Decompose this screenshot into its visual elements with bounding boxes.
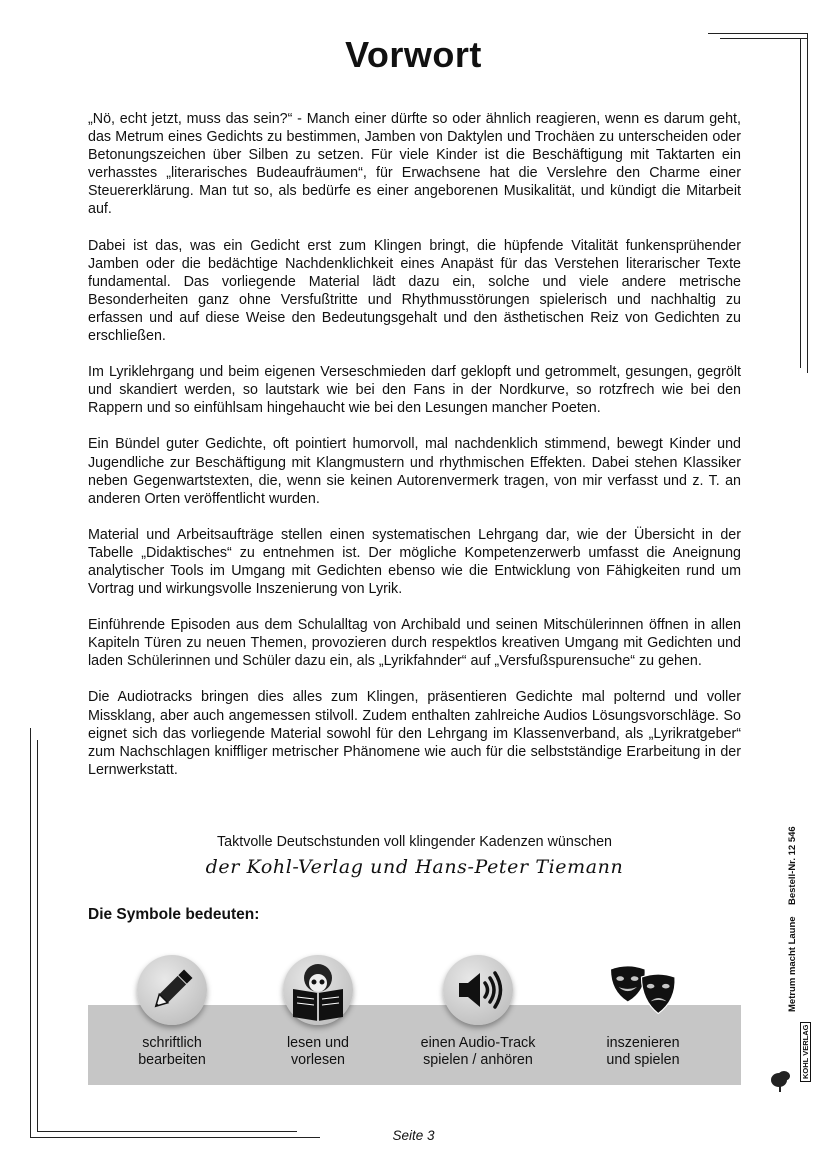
symbols-heading: Die Symbole bedeuten: [88,906,260,923]
frame-right-line [807,33,808,373]
symbol-label-line: bearbeiten [138,1052,206,1068]
page-title: Vorwort [345,34,482,75]
symbol-label-line: und spielen [606,1052,680,1068]
frame-left-line [30,728,31,1138]
paragraph: Die Audiotracks bringen dies alles zum Klingen, präsentieren Gedichte mal polternd und voller Missklang, aber auch angemessen stilvoll. Zudem enthalten zahlreiche Audios Lösungsvorschläge. So eignet sich das vorliegende Material sowohl für den Lehrgang im Klassenverband, als „Lyrikratgeber“ zum Nachschlagen kniffliger metrischer Phänomene wie auch für die selbstständige Erarbeitung in der Lernwerkstatt. [88,689,741,778]
closing-line: Taktvolle Deutschstunden voll klingender Kadenzen wünschen [216,834,612,850]
paragraph: Einführende Episoden aus dem Schulalltag von Archibald und seinen Mitschülerinnen öffnen in allen Kapiteln Türen zu neuen Themen, provozieren durch respektlos kreativen Umgang mit Gedichten und laden Schülerinnen und Schüler dazu ein, als „Lyrikfahnder“ auf „Versfußspurensuche“ zu gehen. [88,617,741,670]
symbol-label-line: vorlesen [290,1052,346,1068]
symbol-label-line: spielen / anhören [423,1052,533,1068]
paragraph: Dabei ist das, was ein Gedicht erst zum Klingen bringt, die hüpfende Vitalität funkensprühender Jamben oder die bedächtige Nachdenklichkeit eines Anapäst für das Verstehen literarischer Texte fundamental. Das vorliegende Material lädt dazu ein, solche und viele andere metrische Besonderheiten ganz ohne Versfußtritte und Rhythmusstörungen spielerisch und nachhaltig zu erfassen und auf diese Weise den Bedeutungsgehalt und den ästhetischen Reiz von Gedichten zu erschließen. [88,237,741,345]
frame-right-line-inner [800,38,801,368]
symbol-label-line: lesen und [286,1035,349,1051]
signature: der Kohl-Verlag und Hans-Peter Tiemann [205,856,624,878]
reader-icon [283,955,353,1025]
pencil-icon [137,955,207,1025]
foreword-body [88,110,741,797]
symbol-label-line: schriftlich [142,1035,202,1051]
publisher-tree-logo [770,1022,792,1099]
paragraph: Material und Arbeitsaufträge stellen einen systematischen Lehrgang dar, wie der Übersicht in der Tabelle „Didaktisches“ zu entnehmen ist. Der mögliche Kompetenzerwerb umfasst die Aneignung analytischer Tools im Umgang mit Gedichten ebenso wie die Entwicklung von Fähigkeiten rund um Vortrag und wirkungsvolle Inszenierung von Lyrik. [88,526,741,598]
symbol-perform [563,955,723,1069]
symbol-label-line: einen Audio-Track [420,1035,536,1051]
side-title: Metrum macht Laune [787,916,798,1012]
theater-masks-icon [608,955,678,1025]
page-number: Seite 3 [392,1128,435,1143]
side-order-number: Bestell-Nr. 12 546 [787,826,798,905]
frame-left-line-inner [37,740,38,1132]
symbol-label-line: inszenieren [606,1035,680,1051]
paragraph: Ein Bündel guter Gedichte, oft pointiert humorvoll, mal nachdenklich stimmend, bewegt Kinder und Jugendliche zur Beschäftigung mit Klangmustern und rhythmischen Effekten. Dabei stehen Klassiker neben Gegenwartstexten, die, wenn sie keinen Autorenvermerk tragen, von mir verfasst und z. T. an anderen Orten veröffentlicht wurden. [88,436,741,507]
paragraph: Im Lyriklehrgang und beim eigenen Verseschmieden darf geklopft und getrommelt, gesungen, gegrölt und skandiert werden, so lautstark wie bei den Fans in der Nordkurve, so rotzfrech wie bei den Rappern und so einfühlsam hingehaucht wie bei den Lesungen mancher Poeten. [88,364,741,417]
paragraph: „Nö, echt jetzt, muss das sein?“ - Manch einer dürfte so oder ähnlich reagieren, wenn es darum geht, das Metrum eines Gedichts zu bestimmen, Jamben von Daktylen und Trochäen zu unterscheiden oder Betonungszeichen über Silben zu setzen. Für viele Kinder ist die Beschäftigung mit Taktarten ein verhasstes „literarisches Budeaufräumen“, für Erwachsene hat die Verslehre den Charme einer Steuererklärung. Man tut so, als bedürfe es einer angeborenen Musikalität, und kündigt die Mitarbeit auf. [88,111,741,218]
symbol-write [92,955,252,1069]
symbol-read [238,955,398,1069]
symbol-audio [398,955,558,1069]
speaker-icon [443,955,513,1025]
publisher-name: KOHL VERLAG [800,1022,811,1082]
